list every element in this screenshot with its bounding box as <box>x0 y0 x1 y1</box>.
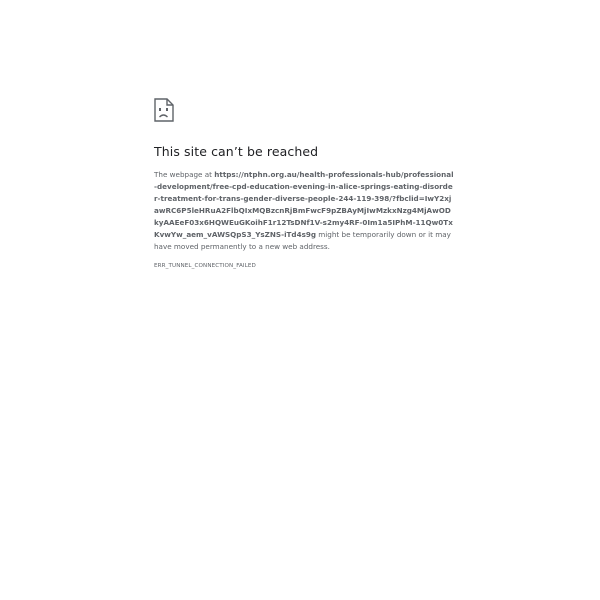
error-url: https://ntphn.org.au/health-professionals-hub/professional-development/free-cpd-education-evening-in-alice-springs-eating-disorder-treatment-for-trans-gender-diverse-people-244-119-398/?fbclid=IwY2xjawRC6P5leHRuA2FlbQIxMQBzcnRjBmFwcF9pZBAyMjIwMzkxNzg4MjAwODkyAAEeF03x6HQWEuGKoihF1r12TsDNf1V-s2my4RF-0Im1a5IPhM-11Qw0TxKvwYw_aem_vAWSQpS3_YsZNS-iTd4s9g <box>154 170 454 239</box>
error-code: ERR_TUNNEL_CONNECTION_FAILED <box>154 263 256 269</box>
error-message <box>154 169 454 253</box>
error-title: This site can’t be reached <box>154 144 319 159</box>
error-message-prefix: The webpage at <box>154 170 215 179</box>
error-message-suffix: might be temporarily down or it may have moved permanently to a new web address. <box>154 230 451 251</box>
sad-page-icon <box>154 98 174 122</box>
error-page-content <box>154 98 454 271</box>
